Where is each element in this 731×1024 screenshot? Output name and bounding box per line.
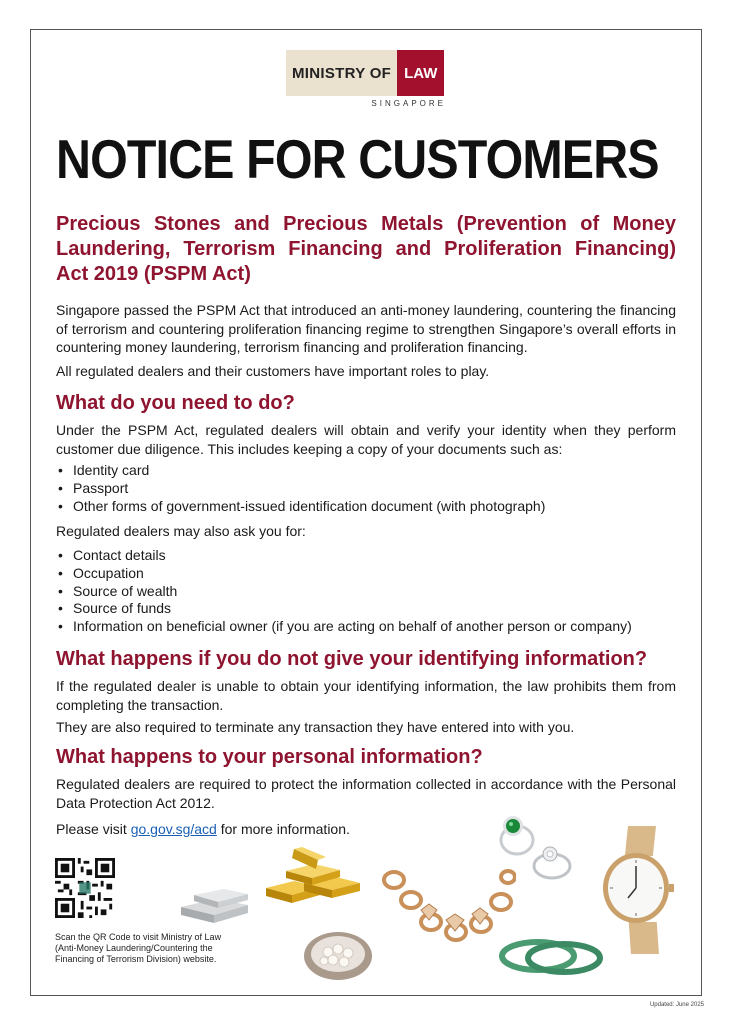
documents-list <box>56 462 686 515</box>
visit-paragraph <box>56 820 676 839</box>
wristwatch-icon <box>598 826 678 954</box>
visit-text-before: Please visit <box>56 821 131 837</box>
logo-right-text: LAW <box>397 50 444 96</box>
section3-paragraph: Regulated dealers are required to protect the information collected in accordance with the Personal Data Protection Act 2012. <box>56 776 676 811</box>
section1-ask-paragraph: Regulated dealers may also ask you for: <box>56 523 306 539</box>
logo-left-text: MINISTRY OF <box>286 50 397 96</box>
intro-paragraph: Singapore passed the PSPM Act that introduced an anti-money laundering, countering the financing of terrorism and countering proliferation financing regime to strengthen Singapore’s overall efforts in countering money laundering, terrorism financing and proliferation financing. <box>56 302 676 355</box>
act-title: Precious Stones and Precious Metals (Prevention of Money Laundering, Terrorism Financing and Proliferation Financing) Act 2019 (PSPM Act) <box>56 213 676 285</box>
ministry-of-law-logo <box>286 50 446 110</box>
section1-paragraph: Under the PSPM Act, regulated dealers will obtain and verify your identity when they perform customer due diligence. This includes keeping a copy of your documents such as: <box>56 422 676 457</box>
section-heading-what-to-do: What do you need to do? <box>56 392 295 414</box>
list-item: • Other forms of government-issued identification document (with photograph) <box>56 498 686 516</box>
silver-bars-icon <box>176 877 256 927</box>
gold-bracelet-icon <box>376 862 516 952</box>
section2-paragraph: If the regulated dealer is unable to obtain your identifying information, the law prohibits them from completing the transaction. <box>56 678 676 713</box>
logo-subtitle: SINGAPORE <box>371 99 446 108</box>
acd-website-link[interactable]: go.gov.sg/acd <box>130 821 217 837</box>
visit-text-after: for more information. <box>216 821 350 837</box>
jade-bangles-icon <box>498 930 606 980</box>
list-item: • Occupation <box>56 565 686 583</box>
section2-terminate-paragraph: They are also required to terminate any transaction they have entered into with you. <box>56 719 575 735</box>
qr-code-icon[interactable] <box>55 858 115 918</box>
diamond-ring-icon <box>530 842 574 882</box>
section-heading-personal-info: What happens to your personal information? <box>56 746 483 768</box>
list-item: • Contact details <box>56 547 686 565</box>
list-item: • Identity card <box>56 462 686 480</box>
list-item: • Passport <box>56 480 686 498</box>
list-item: • Information on beneficial owner (if you are acting on behalf of another person or company) <box>56 618 686 636</box>
gold-bars-icon <box>264 843 364 906</box>
page-title: NOTICE FOR CUSTOMERS <box>56 128 659 190</box>
pearls-shell-icon <box>300 924 376 984</box>
list-item: • Source of funds <box>56 600 686 618</box>
info-requested-list <box>56 547 686 636</box>
list-item: • Source of wealth <box>56 583 686 601</box>
updated-date: Updated: June 2025 <box>649 1002 704 1008</box>
section-heading-no-info: What happens if you do not give your identifying information? <box>56 648 648 670</box>
qr-caption: Scan the QR Code to visit Ministry of Law (Anti-Money Laundering/Countering the Financing of Terrorism Division) website. <box>55 932 222 965</box>
intro-roles-paragraph: All regulated dealers and their customers have important roles to play. <box>56 363 490 379</box>
